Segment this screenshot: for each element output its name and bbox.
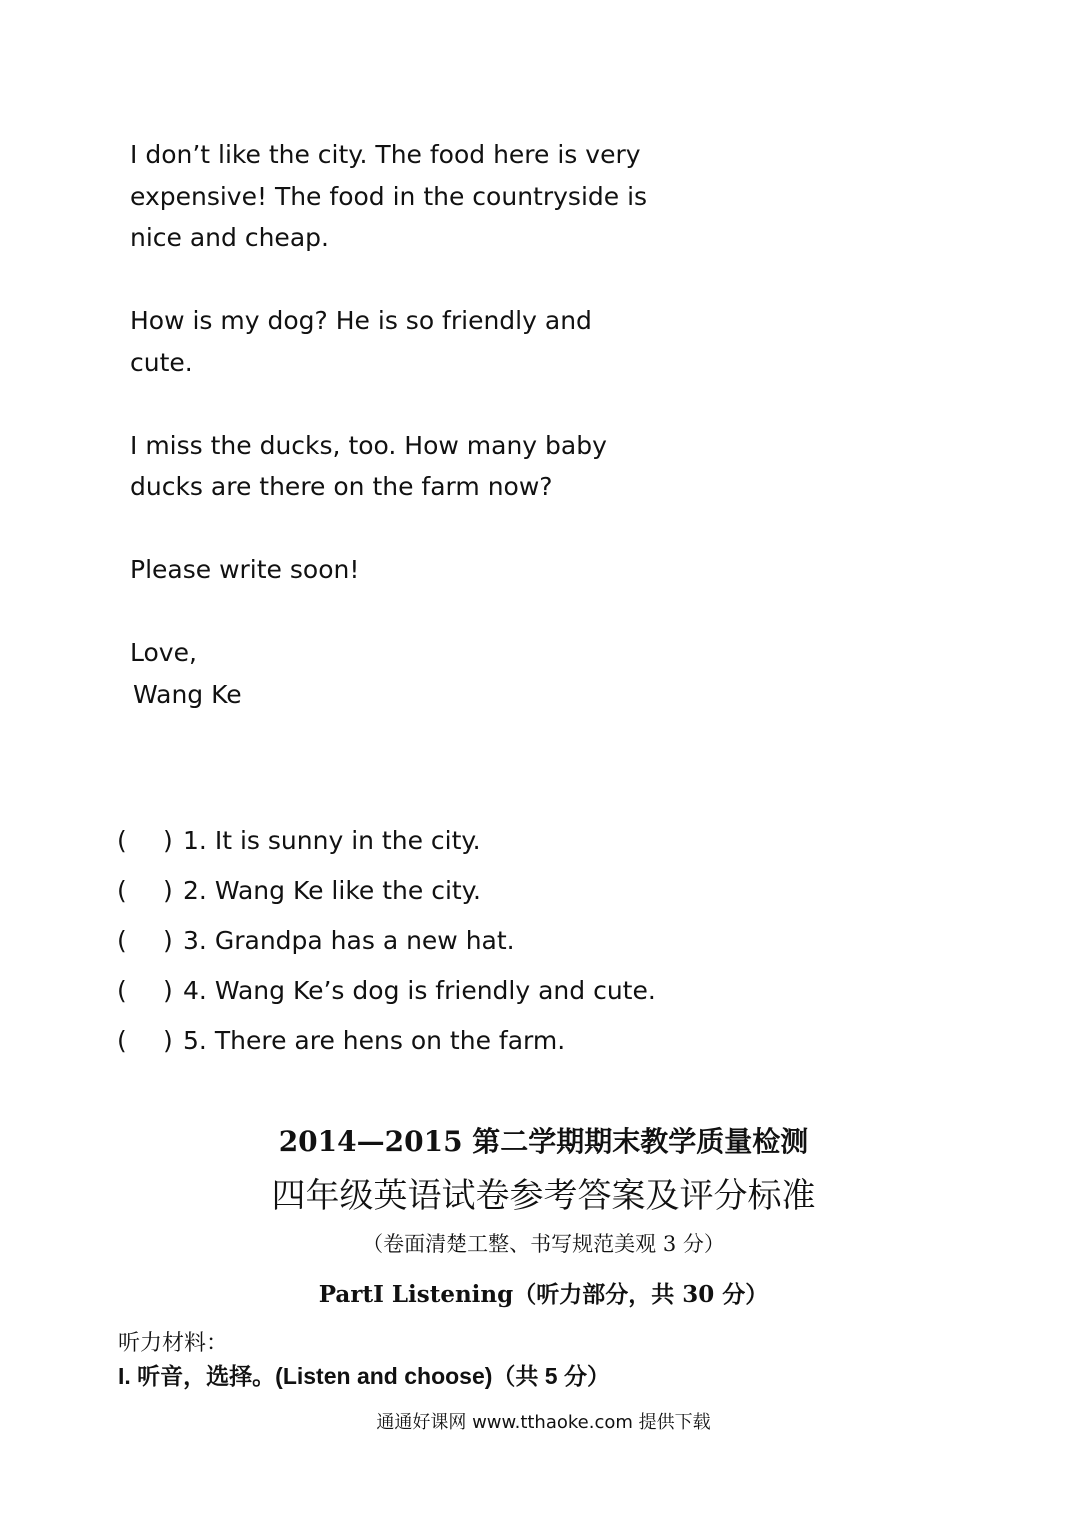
question-item <box>117 876 917 926</box>
answer-blank-open: ( <box>117 826 127 855</box>
letter-paragraph-food <box>130 134 830 259</box>
letter-line: expensive! The food in the countryside is <box>130 181 648 211</box>
letter-closing: Love, <box>130 638 197 667</box>
answer-blank-close: ) <box>163 826 173 855</box>
listening-material-label: 听力材料： <box>118 1331 229 1356</box>
answer-blank-close: ) <box>163 926 173 955</box>
part-heading: PartⅠ Listening（听力部分，共 30 分） <box>318 1281 769 1308</box>
question-text: It is sunny in the city. <box>214 826 481 855</box>
answer-blank-close: ) <box>163 1026 173 1055</box>
question-number: 2. <box>183 876 207 905</box>
answer-key-title: 四年级英语试卷参考答案及评分标准 <box>271 1176 816 1216</box>
question-text: Wang Ke like the city. <box>214 876 481 905</box>
answer-blank-close: ) <box>163 976 173 1005</box>
letter-line: How is my dog? He is so friendly and <box>130 306 592 335</box>
letter-line: ducks are there on the farm now? <box>130 472 553 501</box>
letter-paragraph-ducks <box>130 425 830 508</box>
letter-line: Please write soon! <box>130 555 360 584</box>
answer-blank-open: ( <box>117 876 127 905</box>
question-text: Wang Ke’s dog is friendly and cute. <box>214 976 656 1005</box>
question-number: 5. <box>183 1026 207 1055</box>
answer-blank-open: ( <box>117 926 127 955</box>
question-item <box>117 976 917 1026</box>
question-number: 4. <box>183 976 207 1005</box>
answer-blank-open: ( <box>117 1026 127 1055</box>
letter-body <box>130 134 830 715</box>
section-heading: I. 听音，选择。(Listen and choose)（共 5 分） <box>118 1363 610 1389</box>
scoring-note: （卷面清楚工整、书写规范美观 3 分） <box>362 1232 725 1256</box>
question-number: 3. <box>183 926 207 955</box>
exam-title: 2014—2015 第二学期期末教学质量检测 <box>278 1125 809 1158</box>
question-item <box>117 826 917 876</box>
answer-blank-open: ( <box>117 976 127 1005</box>
question-item <box>117 926 917 976</box>
letter-signature: Wang Ke <box>133 679 242 709</box>
true-false-questions <box>117 826 917 1076</box>
letter-line: nice and cheap. <box>130 223 329 252</box>
question-item <box>117 1026 917 1076</box>
question-text: Grandpa has a new hat. <box>214 926 515 955</box>
letter-line: cute. <box>130 347 193 377</box>
letter-line: I miss the ducks, too. How many baby <box>130 430 607 460</box>
letter-paragraph-dog <box>130 300 830 383</box>
letter-line: I don’t like the city. The food here is very <box>130 140 641 169</box>
letter-paragraph-request <box>130 549 830 591</box>
page-footer: 通通好课网 www.tthaoke.com 提供下载 <box>376 1412 711 1433</box>
question-number: 1. <box>183 826 207 855</box>
answer-blank-close: ) <box>163 876 173 905</box>
question-text: There are hens on the farm. <box>214 1026 566 1055</box>
